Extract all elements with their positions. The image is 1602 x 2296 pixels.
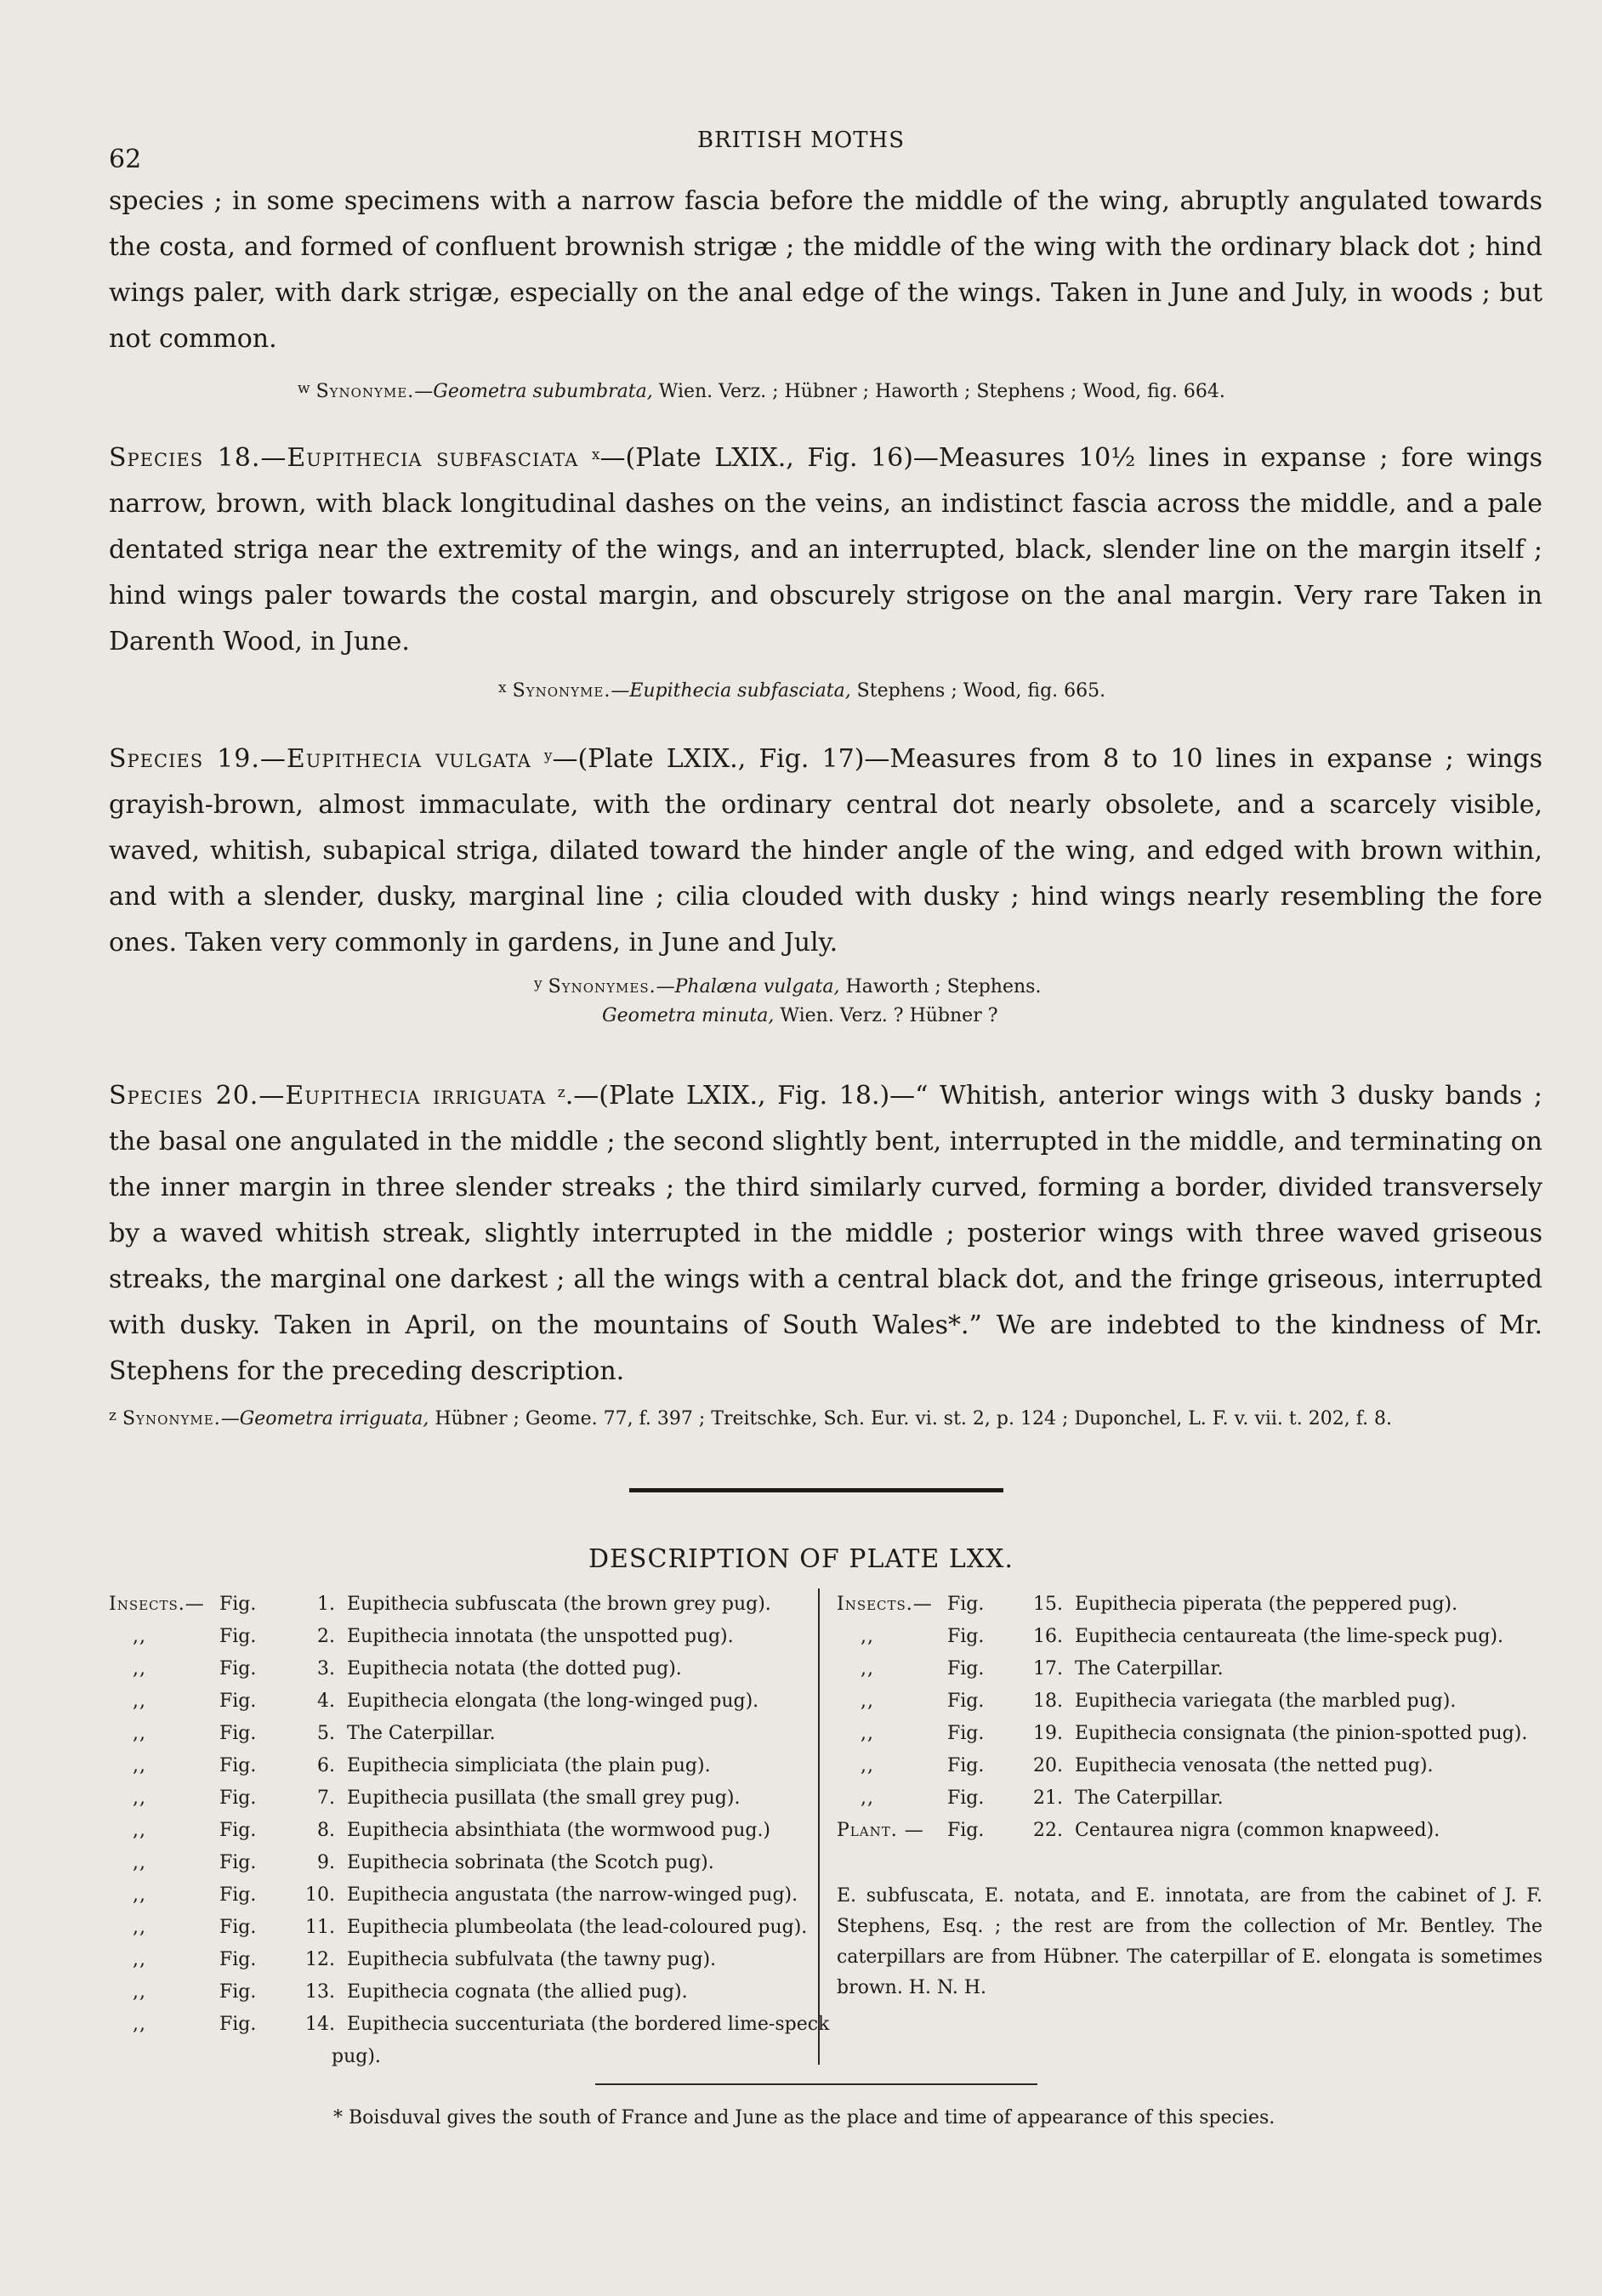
figure-lead: ,, <box>133 1820 146 1841</box>
column-divider <box>818 1588 820 2065</box>
figure-number: 5. <box>317 1723 335 1744</box>
figure-caption: Eupithecia variegata (the marbled pug). <box>1075 1691 1457 1712</box>
figure-number: 2. <box>317 1626 335 1647</box>
figure-number: 17. <box>1033 1658 1063 1679</box>
figure-lead: Insects.— <box>837 1594 933 1615</box>
figure-label: Fig. <box>947 1594 985 1615</box>
figure-lead: Plant. — <box>837 1820 924 1841</box>
synonyme-19: $^y$ Synonymes.—Phalæna vulgata, Haworth ; Stephens. Geometra minuta, Wien. Verz. ? Hübner ? <box>534 975 1042 1026</box>
plate-figure-item <box>837 1685 1527 1718</box>
plate-figure-item <box>109 1750 829 1782</box>
figure-label: Fig. <box>947 1658 985 1679</box>
figure-caption: Eupithecia absinthiata (the wormwood pug.) <box>347 1820 771 1841</box>
figure-label: Fig. <box>219 1917 257 1938</box>
figure-number: 12. <box>305 1949 335 1970</box>
plate-figure-item <box>109 1782 829 1815</box>
figure-caption: Eupithecia centaureata (the lime-speck pug). <box>1075 1626 1504 1647</box>
figure-number: 21. <box>1033 1787 1063 1809</box>
figure-lead: Insects.— <box>109 1594 205 1615</box>
figure-lead: ,, <box>861 1658 874 1679</box>
figure-lead: ,, <box>133 1917 146 1938</box>
figure-caption: Eupithecia venosata (the netted pug). <box>1075 1755 1434 1776</box>
plate-figure-item <box>109 1912 829 1944</box>
plate-figure-item <box>109 1976 829 2009</box>
figure-lead: ,, <box>861 1787 874 1809</box>
plate-figures-right <box>837 1588 1527 1847</box>
plate-figure-item <box>837 1621 1527 1653</box>
plate-figure-item <box>837 1750 1527 1782</box>
figure-caption: Eupithecia consignata (the pinion-spotted pug). <box>1075 1723 1528 1744</box>
plate-figure-item <box>109 1621 829 1653</box>
figure-caption: Eupithecia elongata (the long-winged pug). <box>347 1691 759 1712</box>
figure-caption: Eupithecia succenturiata (the bordered lime-speck <box>347 2014 830 2035</box>
plate-figure-item <box>109 1588 829 1621</box>
figure-number: 6. <box>317 1755 335 1776</box>
figure-number: 16. <box>1033 1626 1063 1647</box>
figure-caption: Eupithecia notata (the dotted pug). <box>347 1658 682 1679</box>
figure-label: Fig. <box>219 1594 257 1615</box>
figure-lead: ,, <box>861 1723 874 1744</box>
figure-label: Fig. <box>219 1949 257 1970</box>
paragraph-species-17-cont: species ; in some specimens with a narrow fascia before the middle of the wing, abruptly angulated towards the costa, and formed of confluent brownish strigæ ; the middle of the wing with the ordinary black dot ; hind wings paler, with dark strigæ, especially on the anal edge of the wings. Taken in June and July, in woods ; but not common. <box>109 186 1542 354</box>
figure-label: Fig. <box>219 1981 257 2003</box>
plate-figure-item <box>109 1944 829 1976</box>
figure-number: 11. <box>305 1917 335 1938</box>
plate-figures-left <box>109 1588 829 2073</box>
figure-lead: ,, <box>133 2014 146 2035</box>
figure-label: Fig. <box>219 1884 257 1906</box>
figure-lead: ,, <box>133 1852 146 1873</box>
figure-number: 15. <box>1033 1594 1063 1615</box>
plate-figure-item <box>109 1718 829 1750</box>
figure-label: Fig. <box>219 1658 257 1679</box>
figure-caption: Eupithecia subfulvata (the tawny pug). <box>347 1949 717 1970</box>
figure-label: Fig. <box>219 1820 257 1841</box>
running-head: BRITISH MOTHS <box>696 128 906 153</box>
figure-label: Fig. <box>219 1852 257 1873</box>
figure-number: 4. <box>317 1691 335 1712</box>
plate-title: DESCRIPTION OF PLATE LXX. <box>588 1544 1014 1574</box>
figure-label: Fig. <box>219 1626 257 1647</box>
figure-number: 20. <box>1033 1755 1063 1776</box>
figure-lead: ,, <box>133 1981 146 2003</box>
synonyme-18: $^x$ Synonyme.—Eupithecia subfasciata, Stephens ; Wood, fig. 665. <box>498 679 1106 702</box>
figure-lead: ,, <box>861 1691 874 1712</box>
plate-figure-item <box>109 1879 829 1912</box>
plate-figure-item <box>109 1847 829 1879</box>
synonyme-17: $^w$ Synonyme.—Geometra subumbrata, Wien. Verz. ; Hübner ; Haworth ; Stephens ; Wood, fig. 664. <box>298 380 1225 402</box>
figure-lead: ,, <box>133 1723 146 1744</box>
figure-label: Fig. <box>947 1626 985 1647</box>
figure-caption: The Caterpillar. <box>347 1723 496 1744</box>
figure-caption: Eupithecia piperata (the peppered pug). <box>1075 1594 1458 1615</box>
figure-caption: Eupithecia plumbeolata (the lead-coloured pug). <box>347 1917 808 1938</box>
figure-label: Fig. <box>219 2014 257 2035</box>
plate-note: E. subfuscata, E. notata, and E. innotata, are from the cabinet of J. F. Stephens, Esq. ; the rest are from the collection of Mr. Bentley. The caterpillars are from Hübner. The caterpillar of E. elongata is sometimes brown. H. N. H. <box>837 1885 1542 1998</box>
figure-lead: ,, <box>133 1949 146 1970</box>
figure-label: Fig. <box>219 1755 257 1776</box>
figure-label: Fig. <box>219 1787 257 1809</box>
figure-caption: Centaurea nigra (common knapweed). <box>1075 1820 1440 1841</box>
plate-figure-item <box>109 1685 829 1718</box>
plate-figure-item <box>837 1815 1527 1847</box>
figure-number: 14. <box>305 2014 335 2035</box>
figure-caption: The Caterpillar. <box>1075 1658 1224 1679</box>
figure-label: Fig. <box>219 1691 257 1712</box>
synonyme-20: $^z$ Synonyme.—Geometra irriguata, Hübner ; Geome. 77, f. 397 ; Treitschke, Sch. Eur. vi. st. 2, p. 124 ; Duponchel, L. F. v. vii. t. 202, f. 8. <box>109 1407 1393 1429</box>
figure-caption: Eupithecia pusillata (the small grey pug). <box>347 1787 741 1809</box>
plate-figure-item <box>109 1653 829 1685</box>
figure-number: 9. <box>317 1852 335 1873</box>
figure-label: Fig. <box>947 1691 985 1712</box>
plate-figure-item <box>109 2009 829 2041</box>
figure-caption: Eupithecia simpliciata (the plain pug). <box>347 1755 711 1776</box>
plate-figure-item <box>837 1718 1527 1750</box>
figure-number: 8. <box>317 1820 335 1841</box>
figure-caption: Eupithecia innotata (the unspotted pug). <box>347 1626 734 1647</box>
figure-number: 13. <box>305 1981 335 2003</box>
figure-label: Fig. <box>947 1820 985 1841</box>
figure-caption: Eupithecia cognata (the allied pug). <box>347 1981 688 2003</box>
figure-lead: ,, <box>133 1755 146 1776</box>
figure-number: 18. <box>1033 1691 1063 1712</box>
plate-figure-item <box>837 1782 1527 1815</box>
figure-lead: ,, <box>133 1626 146 1647</box>
figure-caption: Eupithecia sobrinata (the Scotch pug). <box>347 1852 714 1873</box>
paragraph-species-20: Species 20.—Eupithecia irriguata $^z$.—(Plate LXIX., Fig. 18.)—“ Whitish, anterior wings with 3 dusky bands ; the basal one angulated in the middle ; the second slightly bent, interrupted in the middle, and terminating on the inner margin in three slender streaks ; the third similarly curved, forming a border, divided transversely by a waved whitish streak, slightly interrupted in the middle ; posterior wings with three waved griseous streaks, the marginal one darkest ; all the wings with a central black dot, and the fringe griseous, interrupted with dusky. Taken in April, on the mountains of South Wales*.” We are indebted to the kindness of Mr. Stephens for the preceding description. <box>109 1081 1542 1386</box>
figure-lead: ,, <box>861 1626 874 1647</box>
page-number: 62 <box>109 145 142 174</box>
figure-lead: ,, <box>861 1755 874 1776</box>
figure-number: 19. <box>1033 1723 1063 1744</box>
figure-number: 1. <box>317 1594 335 1615</box>
figure-number: 10. <box>305 1884 335 1906</box>
footnote-rule <box>595 2083 1037 2085</box>
figure-number: 7. <box>317 1787 335 1809</box>
figure-label: Fig. <box>219 1723 257 1744</box>
paragraph-species-18: Species 18.—Eupithecia subfasciata $^x$—(Plate LXIX., Fig. 16)—Measures 10½ lines in expanse ; fore wings narrow, brown, with black longitudinal dashes on the veins, an indistinct fascia across the middle, and a pale dentated striga near the extremity of the wings, and an interrupted, black, slender line on the margin itself ; hind wings paler towards the costal margin, and obscurely strigose on the anal margin. Very rare Taken in Darenth Wood, in June. <box>109 443 1542 656</box>
figure-lead: ,, <box>133 1787 146 1809</box>
figure-caption: Eupithecia subfuscata (the brown grey pug). <box>347 1594 771 1615</box>
plate-figure-item <box>109 1815 829 1847</box>
figure-caption: The Caterpillar. <box>1075 1787 1224 1809</box>
figure-lead: ,, <box>133 1691 146 1712</box>
figure-label: Fig. <box>947 1755 985 1776</box>
figure-caption: Eupithecia angustata (the narrow-winged pug). <box>347 1884 798 1906</box>
figure-number: 3. <box>317 1658 335 1679</box>
figure-lead: ,, <box>133 1884 146 1906</box>
figure-label: Fig. <box>947 1787 985 1809</box>
plate-figure-item <box>837 1588 1527 1621</box>
plate-figure-continuation: pug). <box>332 2046 381 2067</box>
figure-lead: ,, <box>133 1658 146 1679</box>
footnote: * Boisduval gives the south of France and June as the place and time of appearance of this species. <box>333 2107 1275 2128</box>
figure-label: Fig. <box>947 1723 985 1744</box>
paragraph-species-19: Species 19.—Eupithecia vulgata $^y$—(Plate LXIX., Fig. 17)—Measures from 8 to 10 lines in expanse ; wings grayish-brown, almost immaculate, with the ordinary central dot nearly obsolete, and a scarcely visible, waved, whitish, subapical striga, dilated toward the hinder angle of the wing, and edged with brown within, and with a slender, dusky, marginal line ; cilia clouded with dusky ; hind wings nearly resembling the fore ones. Taken very commonly in gardens, in June and July. <box>109 744 1542 958</box>
figure-number: 22. <box>1033 1820 1063 1841</box>
plate-figure-item <box>837 1653 1527 1685</box>
section-rule <box>629 1488 1003 1492</box>
